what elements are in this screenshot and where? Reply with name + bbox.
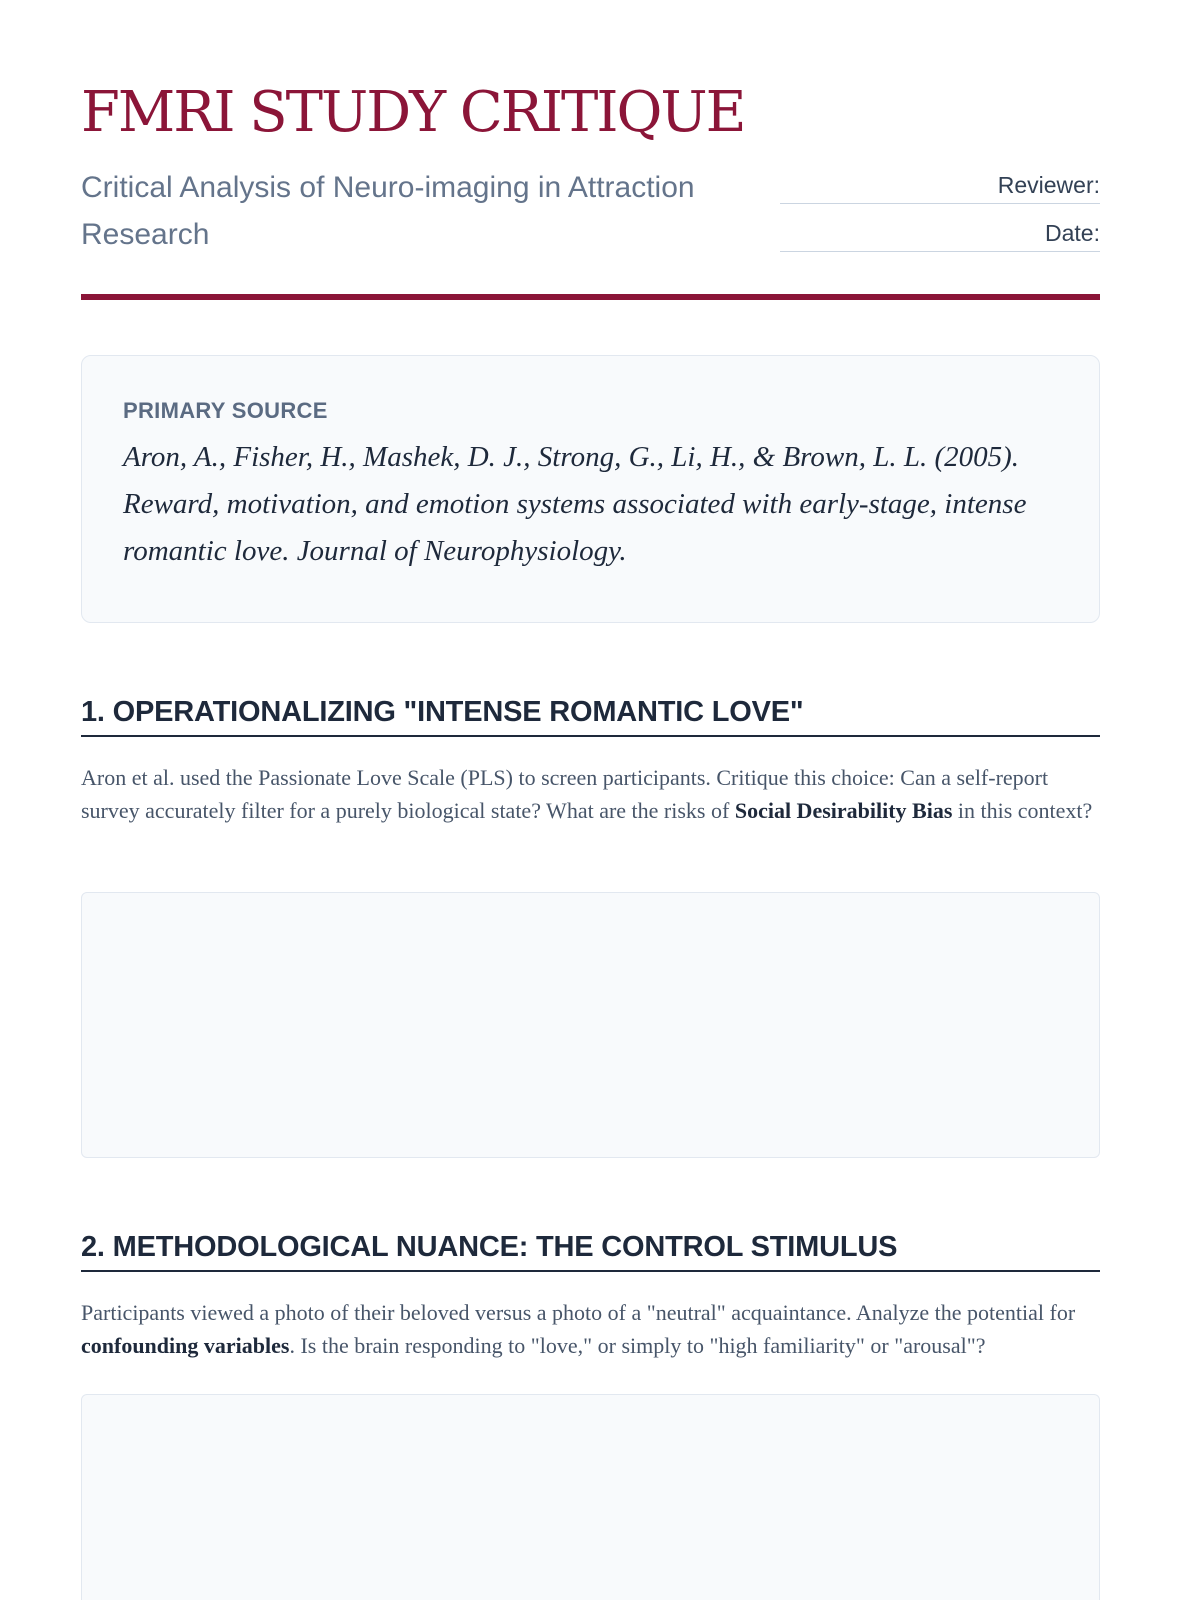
meta-fields: [780, 170, 1100, 266]
section-2-prompt-emphasis: confounding variables: [81, 1333, 290, 1358]
page-header: [81, 0, 1100, 302]
section-2: [81, 1228, 1100, 1362]
section-2-heading: 2. METHODOLOGICAL NUANCE: THE CONTROL STIMULUS: [81, 1228, 1100, 1272]
section-1-heading: 1. OPERATIONALIZING "INTENSE ROMANTIC LOVE": [81, 693, 1100, 737]
section-1-prompt: [81, 761, 1100, 827]
section-1-prompt-emphasis: Social Desirability Bias: [734, 798, 953, 823]
reviewer-field[interactable]: Reviewer:: [780, 170, 1100, 204]
header-divider: [81, 294, 1100, 300]
primary-source-citation: Aron, A., Fisher, H., Mashek, D. J., Strong, G., Li, H., & Brown, L. L. (2005). Reward, motivation, and emotion systems associated with early-stage, intense romantic love. Journal of Neurophysiology.: [123, 441, 1027, 567]
primary-source-box: [81, 355, 1100, 623]
primary-source-label: PRIMARY SOURCE: [123, 398, 328, 423]
section-1-prompt-start: Aron et al. used the Passionate Love Scale (PLS) to screen participants. Critique this choice: Can a self-report survey accurately filter for a purely biological state? What are the risks of: [81, 765, 1049, 823]
section-1-answer-box[interactable]: [81, 892, 1100, 1158]
date-field[interactable]: Date:: [780, 218, 1100, 252]
section-2-answer-box[interactable]: [81, 1394, 1100, 1600]
section-1: [81, 693, 1100, 827]
section-2-prompt: [81, 1296, 1100, 1362]
section-2-prompt-start: Participants viewed a photo of their beloved versus a photo of a "neutral" acquaintance. Analyze the potential for: [81, 1300, 1076, 1325]
page-title: FMRI STUDY CRITIQUE: [81, 80, 745, 145]
section-2-prompt-end: . Is the brain responding to "love," or simply to "high familiarity" or "arousal"?: [289, 1333, 986, 1358]
section-1-prompt-end: in this context?: [952, 798, 1093, 823]
page-subtitle: Critical Analysis of Neuro-imaging in Attraction Research: [81, 171, 695, 251]
